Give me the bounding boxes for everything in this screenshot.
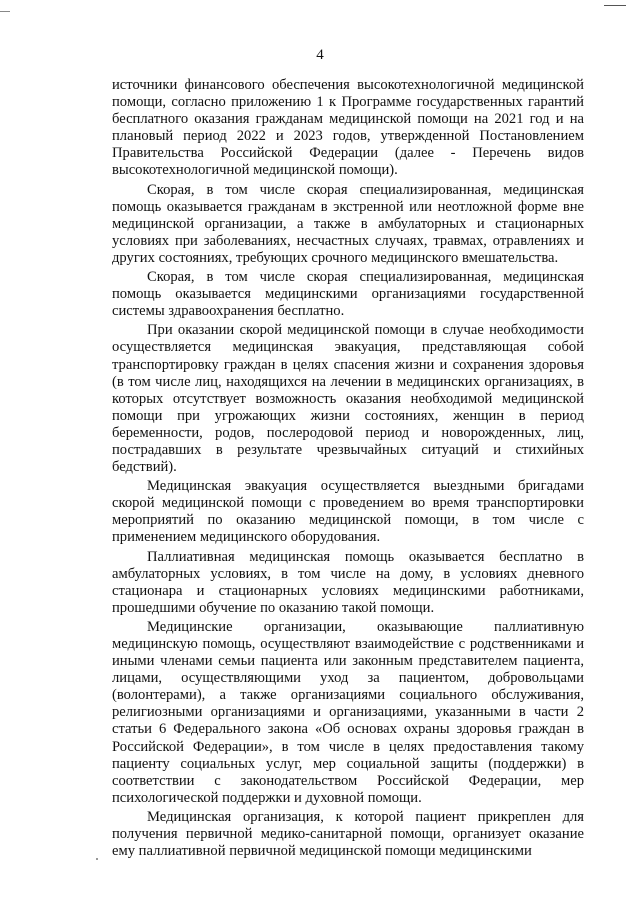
paragraph-ambulance-care: Скорая, в том числе скорая специализированная, медицинская помощь оказывается гражданам в экстренной или неотложной форме вне медицинской организации, а также в амбулаторных и стационарных условиях при заболеваниях, несчастных случаях, травмах, отравлениях и других состояниях, требующих срочного медицинского вмешательства. [112, 181, 584, 266]
page-number: 4 [316, 47, 324, 63]
paragraph-evacuation-teams: Медицинская эвакуация осуществляется выездными бригадами скорой медицинской помощи с проведением во время транспортировки мероприятий по оказанию медицинской помощи, в том числе с применением медицинского оборудования. [112, 478, 584, 546]
scan-speck [96, 858, 98, 860]
document-body [112, 77, 584, 862]
paragraph-medical-evacuation: При оказании скорой медицинской помощи в случае необходимости осуществляется медицинская эвакуация, представляющая собой транспортировку граждан в целях спасения жизни и сохранения здоровья (в том числе лиц, находящихся на лечении в медицинских организациях, в которых отсутствует возможность оказания необходимой медицинской помощи при угрожающих жизни состояниях, женщин в период беременности, родов, послеродовой период и новорожденных, лиц, пострадавших в результате чрезвычайных ситуаций и стихийных бедствий). [112, 322, 584, 476]
paragraph-palliative-organizations: Медицинские организации, оказывающие паллиативную медицинскую помощь, осуществляют взаимодействие с родственниками и иными членами семьи пациента или законным представителем пациента, лицами, осуществляющими уход за пациентом, добровольцами (волонтерами), а также организациями социального обслуживания, религиозными организациями и организациями, указанными в части 2 статьи 6 Федерального закона «Об основах охраны здоровья граждан в Российской Федерации», в том числе в целях предоставления такому пациенту социальных услуг, мер социальной защиты (поддержки) в соответствии с законодательством Российской Федерации, мер психологической поддержки и духовной помощи. [112, 618, 584, 806]
paragraph-continuation: источники финансового обеспечения высокотехнологичной медицинской помощи, согласно приложению 1 к Программе государственных гарантий бесплатного оказания гражданам медицинской помощи на 2021 год и на плановый период 2022 и 2023 годов, утвержденной Постановлением Правительства Российской Федерации (далее - Перечень видов высокотехнологичной медицинской помощи). [112, 77, 584, 179]
paragraph-ambulance-free: Скорая, в том числе скорая специализированная, медицинская помощь оказывается медицинскими организациями государственной системы здравоохранения бесплатно. [112, 269, 584, 320]
scan-edge-mark [0, 11, 10, 12]
paragraph-attached-organization: Медицинская организация, к которой пациент прикреплен для получения первичной медико-санитарной помощи, организует оказание ему паллиативной первичной медицинской помощи медицинскими [112, 808, 584, 860]
paragraph-palliative-care: Паллиативная медицинская помощь оказывается бесплатно в амбулаторных условиях, в том числе на дому, в условиях дневного стационара и стационарных условиях медицинскими работниками, прошедшими обучение по оказанию такой помощи. [112, 548, 584, 616]
scan-corner-mark [604, 5, 626, 6]
